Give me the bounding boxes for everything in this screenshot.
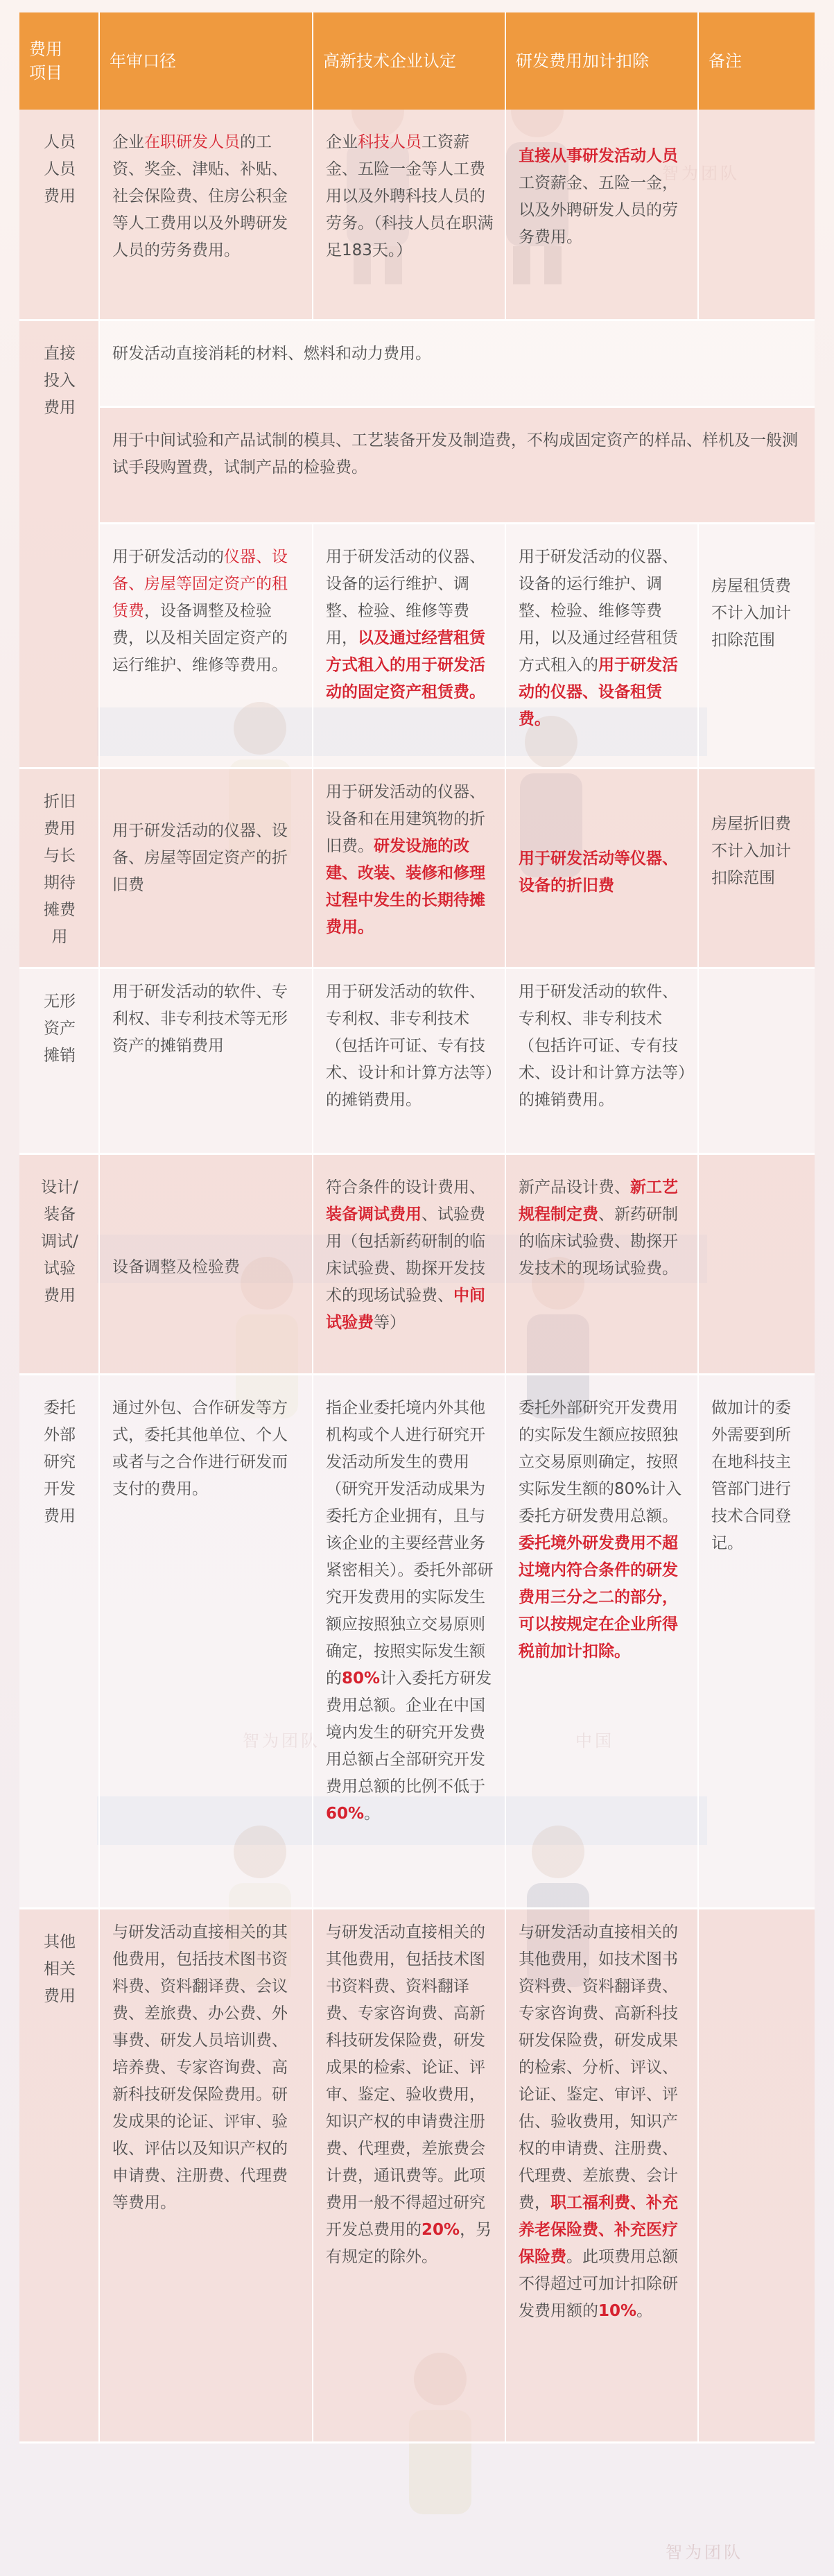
merged-cell — [99, 320, 815, 406]
text-span: 指企业委托境内外其他机构或个人进行研究开发活动所发生的费用（研究开发活动成果为委托方企业拥有，且与该企业的主要经营业务紧密相关）。委托外部研究开发费用的实际发生额应按照独立交易原则确定，按照实际发生额的 — [326, 1398, 494, 1688]
category-cell — [19, 1153, 99, 1374]
text-span: 用于研发活动的软件、专利权、非专利技术（包括许可证、专有技术、设计和计算方法等）的摊销费用。 — [326, 982, 494, 1109]
hightech-cell — [313, 768, 505, 968]
category-cell — [19, 1908, 99, 2442]
header-hightech — [313, 12, 505, 110]
watermark-brand: 中国 — [575, 1731, 614, 1751]
text-span: 符合条件的设计费用、 — [326, 1178, 485, 1196]
table-row — [19, 968, 815, 1153]
text-span: 用于研发活动的 — [112, 547, 224, 566]
category-cell — [19, 320, 99, 768]
deduction-cell — [505, 110, 698, 320]
highlight-text: 装备调试费用 — [326, 1205, 422, 1223]
text-span: 计入委托方研发费用总额。企业在中国境内发生的研究开发费用总额占全部研究开发费用总额的比例不低于 — [326, 1669, 492, 1796]
table-row — [19, 768, 815, 968]
table-row — [19, 110, 815, 320]
note-cell — [698, 110, 815, 320]
hightech-cell — [313, 1908, 505, 2442]
category-label: 折旧 费用 与长 期待 摊费 用 — [44, 792, 76, 946]
highlight-text: 80% — [342, 1669, 381, 1688]
text-span: 新产品设计费、 — [519, 1178, 630, 1196]
category-cell — [19, 768, 99, 968]
annual-cell — [99, 110, 313, 320]
table-row — [19, 320, 815, 406]
table-row — [19, 523, 815, 768]
text-span: 研发活动直接消耗的材料、燃料和动力费用。 — [112, 344, 431, 363]
text-span: 设备调整及检验费 — [112, 1257, 240, 1276]
category-label: 委托 外部 研究 开发 费用 — [44, 1398, 76, 1525]
note-cell — [698, 1374, 815, 1908]
text-span: 企业 — [112, 133, 144, 151]
text-span: 委托外部研究开发费用的实际发生额应按照独立交易原则确定，按照实际发生额的80%计入委托方研发费用总额。 — [519, 1398, 682, 1525]
category-label: 直接 投入 费用 — [44, 344, 76, 417]
highlight-text: 中间试验费 — [326, 1286, 485, 1332]
hightech-cell — [313, 1153, 505, 1374]
note-cell — [698, 768, 815, 968]
header-label: 研发费用加计扣除 — [516, 51, 649, 71]
category-label: 其他 相关 费用 — [44, 1932, 76, 2005]
text-span: 用于研发活动的软件、专利权、非专利技术等无形资产的摊销费用 — [112, 982, 288, 1055]
note-text: 房屋折旧费不计入加计扣除范围 — [711, 814, 791, 887]
text-span: 通过外包、合作研发等方式，委托其他单位、个人或者与之合作进行研发而支付的费用。 — [112, 1398, 288, 1498]
deduction-cell — [505, 1153, 698, 1374]
annual-cell — [99, 1374, 313, 1908]
highlight-text: 在职研发人员 — [144, 133, 240, 151]
highlight-text: 直接从事研发活动人员 — [519, 147, 678, 165]
highlight-text: 用于研发活动的仪器、设备租赁费。 — [519, 655, 678, 728]
table-header-row — [19, 12, 815, 110]
table-row — [19, 1153, 815, 1374]
header-label: 备注 — [709, 51, 742, 71]
text-span: 用于研发活动的仪器、设备的运行维护、调整、检验、维修等费用， — [326, 547, 485, 647]
annual-cell — [99, 968, 313, 1153]
note-text: 房屋租赁费不计入加计扣除范围 — [711, 576, 791, 649]
deduction-cell — [505, 523, 698, 768]
highlight-text: 委托境外研发费用不超过境内符合条件的研发费用三分之二的部分，可以按规定在企业所得税前加计扣除。 — [519, 1534, 678, 1660]
highlight-text: 20% — [422, 2220, 460, 2239]
highlight-text: 60% — [326, 1804, 365, 1823]
category-label: 无形 资产 摊销 — [44, 992, 76, 1065]
category-cell — [19, 968, 99, 1153]
table-row — [19, 1908, 815, 2442]
merged-cell — [99, 406, 815, 523]
category-cell — [19, 110, 99, 320]
text-span: 工资薪金、五险一金等人工费用以及外聘科技人员的劳务。（科技人员在职满足183天。） — [326, 133, 494, 259]
text-span: 。 — [364, 1804, 381, 1823]
table-row — [19, 1374, 815, 1908]
hightech-cell — [313, 1374, 505, 1908]
highlight-text: 研发设施的改建、改装、装修和修理过程中发生的长期待摊费用。 — [326, 836, 485, 936]
highlight-text: 10% — [598, 2301, 637, 2320]
category-label: 设计/ 装备 调试/ 试验 费用 — [41, 1178, 78, 1305]
hightech-cell — [313, 523, 505, 768]
text-span: 用于研发活动的仪器、设备、房屋等固定资产的折旧费 — [112, 821, 288, 894]
rd-expense-comparison-table — [19, 12, 815, 2444]
deduction-cell — [505, 1374, 698, 1908]
text-span: 。 — [636, 2301, 653, 2320]
watermark-brand: 智为团队 — [666, 2543, 743, 2562]
highlight-text: 用于研发活动等仪器、设备的折旧费 — [519, 849, 678, 895]
highlight-text: 新工艺规程制定费 — [519, 1178, 678, 1223]
annual-cell — [99, 768, 313, 968]
hightech-cell — [313, 110, 505, 320]
highlight-text: 职工福利费、补充养老保险费、补充医疗保险费 — [519, 2193, 678, 2266]
table-row — [19, 406, 815, 523]
text-span: 。此项费用总额不得超过可加计扣除研发费用额的 — [519, 2247, 678, 2320]
deduction-cell — [505, 968, 698, 1153]
text-span: 的工资、奖金、津贴、补贴、社会保险费、住房公积金等人工费用以及外聘研发人员的劳务费用。 — [112, 133, 288, 259]
header-deduction — [505, 12, 698, 110]
hightech-cell — [313, 968, 505, 1153]
text-span: 与研发活动直接相关的其他费用，包括技术图书资料费、资料翻译费、会议费、差旅费、办公费、外事费、研发人员培训费、培养费、专家咨询费、高新科技研发保险费用。研发成果的论证、评审、验收、评估以及知识产权的申请费、注册费、代理费等费用。 — [112, 1923, 288, 2212]
note-text: 做加计的委外需要到所在地科技主管部门进行技术合同登记。 — [711, 1398, 791, 1552]
text-span: 用于研发活动的仪器、设备的运行维护、调整、检验、维修等费用，以及通过经营租赁方式租入的 — [519, 547, 678, 674]
header-annual-audit — [99, 12, 313, 110]
watermark-brand: 智为团队 — [243, 1731, 320, 1751]
header-remarks — [698, 12, 815, 110]
text-span: 用于研发活动的软件、专利权、非专利技术（包括许可证、专有技术、设计和计算方法等）的摊销费用。 — [519, 982, 686, 1109]
text-span: 、新药研制的临床试验费、勘探开发技术的现场试验费。 — [519, 1205, 678, 1278]
annual-cell — [99, 523, 313, 768]
annual-cell — [99, 1153, 313, 1374]
highlight-text: 以及通过经营租赁方式租入的用于研发活动的固定资产租赁费。 — [326, 628, 485, 701]
text-span: 等） — [374, 1313, 406, 1332]
header-label: 年审口径 — [110, 51, 176, 71]
note-cell — [698, 968, 815, 1153]
highlight-text: 科技人员 — [358, 133, 422, 151]
header-label: 费用 项目 — [29, 40, 62, 83]
text-span: 、试验费用（包括新药研制的临床试验费、勘探开发技术的现场试验费、 — [326, 1205, 485, 1305]
text-span: 与研发活动直接相关的其他费用，包括技术图书资料费、资料翻译费、专家咨询费、高新科技研发保险费，研发成果的检索、论证、评审、鉴定、验收费用，知识产权的申请费注册费、代理费，差旅费会计费，通讯费等。此项费用一般不得超过研究开发总费用的 — [326, 1923, 485, 2239]
deduction-cell — [505, 1908, 698, 2442]
text-span: 与研发活动直接相关的其他费用，如技术图书资料费、资料翻译费、专家咨询费、高新科技研发保险费，研发成果的检索、分析、评议、论证、鉴定、审评、评估、验收费用，知识产权的申请费、注册费、代理费、差旅费、会计费， — [519, 1923, 678, 2212]
note-cell — [698, 1153, 815, 1374]
text-span: ，另有规定的除外。 — [326, 2220, 492, 2266]
text-span: 工资薪金、五险一金，以及外聘研发人员的劳务费用。 — [519, 174, 678, 246]
note-cell — [698, 523, 815, 768]
header-label: 高新技术企业认定 — [323, 51, 456, 71]
annual-cell — [99, 1908, 313, 2442]
header-expense-item — [19, 12, 99, 110]
text-span: 用于中间试验和产品试制的模具、工艺装备开发及制造费，不构成固定资产的样品、样机及一般测试手段购置费，试制产品的检验费。 — [112, 431, 798, 476]
note-cell — [698, 1908, 815, 2442]
deduction-cell — [505, 768, 698, 968]
text-span: 用于研发活动的仪器、设备和在用建筑物的折旧费。 — [326, 782, 485, 855]
text-span: 企业 — [326, 133, 358, 151]
category-label: 人员 人员 费用 — [44, 133, 76, 205]
highlight-text: 仪器、设备、房屋等固定资产的租赁费 — [112, 547, 288, 620]
text-span: ，设备调整及检验费，以及相关固定资产的运行维护、维修等费用。 — [112, 601, 288, 674]
category-cell — [19, 1374, 99, 1908]
